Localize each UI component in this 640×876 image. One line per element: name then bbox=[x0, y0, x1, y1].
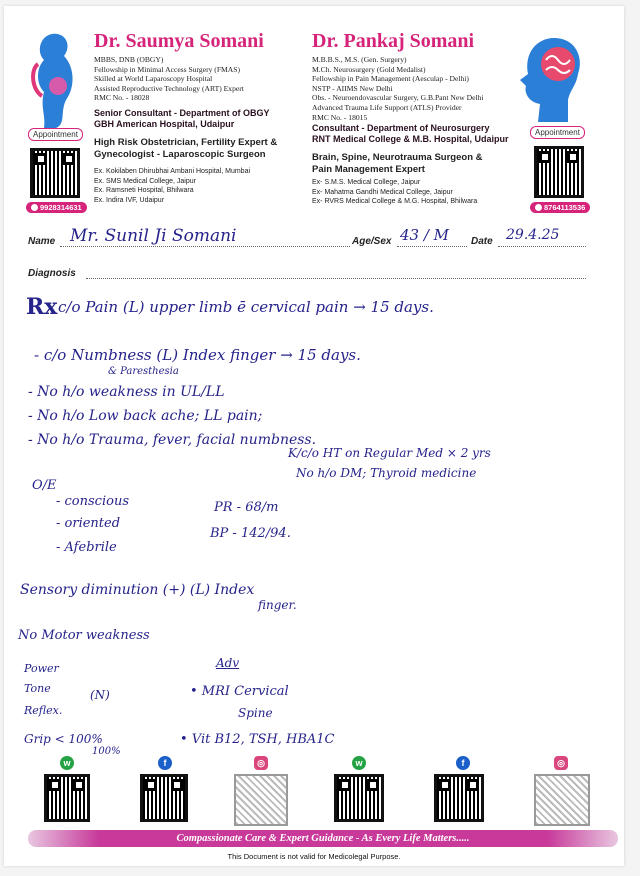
right-experience bbox=[312, 178, 477, 207]
note-afebrile: - Afebrile bbox=[56, 540, 117, 555]
position-line: Senior Consultant - Department of OBGY bbox=[94, 108, 270, 118]
note-labs: • Vit B12, TSH, HBA1C bbox=[180, 732, 335, 747]
note-chief-complaint: c/o Pain (L) upper limb ē cervical pain → 15 days. bbox=[58, 298, 434, 316]
tagline-banner: Compassionate Care & Expert Guidance - As Every Life Matters..... bbox=[28, 830, 618, 847]
specialty-line: High Risk Obstetrician, Fertility Expert & bbox=[94, 137, 278, 148]
medicolegal-footer: This Document is not valid for Medicolegal Purpose. bbox=[227, 852, 401, 861]
note-weakness: - No h/o weakness in UL/LL bbox=[28, 384, 225, 400]
note-reflex: Reflex. bbox=[24, 704, 63, 717]
note-power: Power bbox=[24, 662, 59, 675]
brain-logo-icon bbox=[518, 34, 584, 126]
note-ht: K/c/o HT on Regular Med × 2 yrs bbox=[288, 446, 491, 460]
instagram-icon[interactable]: ◎ bbox=[554, 756, 568, 770]
note-oe: O/E bbox=[32, 478, 57, 493]
credential-line: RMC No. - 18015 bbox=[312, 112, 368, 122]
note-normal: (N) bbox=[90, 688, 110, 702]
age-dots bbox=[397, 246, 467, 247]
note-trauma: - No h/o Trauma, fever, facial numbness. bbox=[28, 432, 317, 448]
experience-line: Ex- S.M.S. Medical College, Jaipur bbox=[312, 179, 421, 186]
appointment-qr-left[interactable] bbox=[30, 148, 80, 198]
left-position bbox=[94, 108, 270, 130]
right-position bbox=[312, 123, 509, 145]
note-motor: No Motor weakness bbox=[18, 628, 150, 643]
credential-line: Fellowship in Minimal Access Surgery (FMAS) bbox=[94, 64, 241, 74]
phone-number-left: 9928314631 bbox=[40, 203, 82, 212]
phone-badge-right bbox=[530, 202, 590, 213]
name-label: Name bbox=[28, 236, 56, 247]
specialty-line: Pain Management Expert bbox=[312, 163, 425, 175]
age-sex-label: Age/Sex bbox=[352, 236, 392, 247]
date-label: Date bbox=[471, 236, 493, 247]
pregnancy-logo-icon bbox=[26, 30, 84, 130]
diagnosis-label: Diagnosis bbox=[28, 268, 76, 279]
note-pulse: PR - 68/m bbox=[214, 500, 279, 515]
left-specialty bbox=[94, 137, 277, 160]
note-advice: Adv bbox=[216, 656, 240, 670]
position-line: GBH American Hospital, Udaipur bbox=[94, 119, 235, 129]
right-credentials bbox=[312, 55, 483, 122]
appointment-label-left: Appointment bbox=[28, 128, 83, 141]
credential-line: Obs. - Neuroendovascular Surgery, G.B.Pant New Delhi bbox=[312, 93, 484, 103]
note-sensory: Sensory diminution (+) (L) Index bbox=[20, 582, 255, 598]
age-sex-value[interactable]: 43 / M bbox=[400, 226, 450, 244]
position-line: Consultant - Department of Neurosurgery bbox=[312, 123, 490, 133]
name-dots bbox=[60, 246, 350, 247]
note-mri: • MRI Cervical bbox=[190, 684, 289, 699]
note-bp: BP - 142/94. bbox=[210, 526, 291, 541]
credential-line: M.B.B.S., M.S. (Gen. Surgery) bbox=[312, 55, 407, 64]
instagram-qr-left[interactable] bbox=[234, 774, 288, 826]
note-finger: finger. bbox=[258, 598, 297, 612]
experience-line: Ex- Mahatma Gandhi Medical College, Jaipur bbox=[312, 188, 453, 196]
credential-line: M.Ch. Neurosurgery (Gold Medalist) bbox=[312, 64, 426, 74]
note-paresthesia: & Paresthesia bbox=[108, 366, 179, 377]
experience-line: Ex- RVRS Medical College & M.G. Hospital, Bhilwara bbox=[312, 198, 478, 206]
credential-line: Skilled at World Laparoscopy Hospital bbox=[94, 74, 213, 84]
note-backache: - No h/o Low back ache; LL pain; bbox=[28, 408, 263, 424]
left-doctor-name: Dr. Saumya Somani bbox=[94, 30, 264, 52]
note-grip: Grip < 100% bbox=[24, 732, 103, 746]
experience-line: Ex. Indira IVF, Udaipur bbox=[94, 196, 165, 204]
phone-icon bbox=[535, 204, 542, 211]
patient-name[interactable]: Mr. Sunil Ji Somani bbox=[70, 226, 237, 246]
facebook-qr-left[interactable] bbox=[140, 774, 188, 822]
facebook-qr-right[interactable] bbox=[434, 774, 484, 822]
experience-line: Ex. Ramsneti Hospital, Bhilwara bbox=[94, 187, 194, 195]
note-spine: Spine bbox=[238, 706, 273, 720]
note-tone: Tone bbox=[24, 682, 51, 695]
date-dots bbox=[498, 246, 586, 247]
date-value[interactable]: 29.4.25 bbox=[506, 227, 560, 243]
credential-line: RMC No. - 18028 bbox=[94, 93, 150, 103]
phone-icon bbox=[31, 204, 38, 211]
instagram-icon[interactable]: ◎ bbox=[254, 756, 268, 770]
specialty-line: Brain, Spine, Neurotrauma Surgeon & bbox=[312, 152, 483, 163]
note-numbness: - c/o Numbness (L) Index finger → 15 days. bbox=[34, 346, 361, 364]
facebook-icon[interactable]: f bbox=[158, 756, 172, 770]
experience-line: Ex. Kokilaben Dhirubhai Ambani Hospital, Mumbai bbox=[94, 168, 251, 175]
credential-line: Advanced Trauma Life Support (ATLS) Provider bbox=[312, 102, 462, 112]
note-oriented: - oriented bbox=[56, 516, 121, 531]
appointment-qr-right[interactable] bbox=[534, 146, 584, 198]
whatsapp-icon[interactable]: w bbox=[352, 756, 366, 770]
credential-line: NSTP - AIIMS New Delhi bbox=[312, 83, 393, 93]
credential-line: Assisted Reproductive Technology (ART) Expert bbox=[94, 83, 244, 93]
experience-line: Ex. SMS Medical College, Jaipur bbox=[94, 177, 196, 185]
note-grip-right: 100% bbox=[92, 746, 121, 757]
specialty-line: Gynecologist - Laparoscopic Surgeon bbox=[94, 148, 266, 160]
left-credentials bbox=[94, 55, 244, 103]
phone-number-right: 8764113536 bbox=[544, 203, 586, 212]
position-line: RNT Medical College & M.B. Hospital, Udaipur bbox=[312, 134, 509, 144]
note-conscious: - conscious bbox=[56, 494, 129, 509]
instagram-qr-right[interactable] bbox=[534, 774, 590, 826]
prescription-sheet bbox=[4, 6, 624, 866]
diagnosis-dots bbox=[86, 278, 586, 279]
credential-line: Fellowship in Pain Management (Aesculap - Delhi) bbox=[312, 74, 469, 84]
rx-symbol: Rx bbox=[26, 294, 58, 320]
whatsapp-qr-right[interactable] bbox=[334, 774, 384, 822]
note-dm: No h/o DM; Thyroid medicine bbox=[296, 466, 477, 480]
phone-badge-left bbox=[26, 202, 87, 213]
right-specialty bbox=[312, 152, 483, 175]
credential-line: MBBS, DNB (OBGY) bbox=[94, 55, 164, 64]
facebook-icon[interactable]: f bbox=[456, 756, 470, 770]
whatsapp-qr-left[interactable] bbox=[44, 774, 90, 822]
left-experience bbox=[94, 167, 250, 205]
appointment-label-right: Appointment bbox=[530, 126, 585, 139]
right-doctor-name: Dr. Pankaj Somani bbox=[312, 30, 475, 52]
whatsapp-icon[interactable]: w bbox=[60, 756, 74, 770]
